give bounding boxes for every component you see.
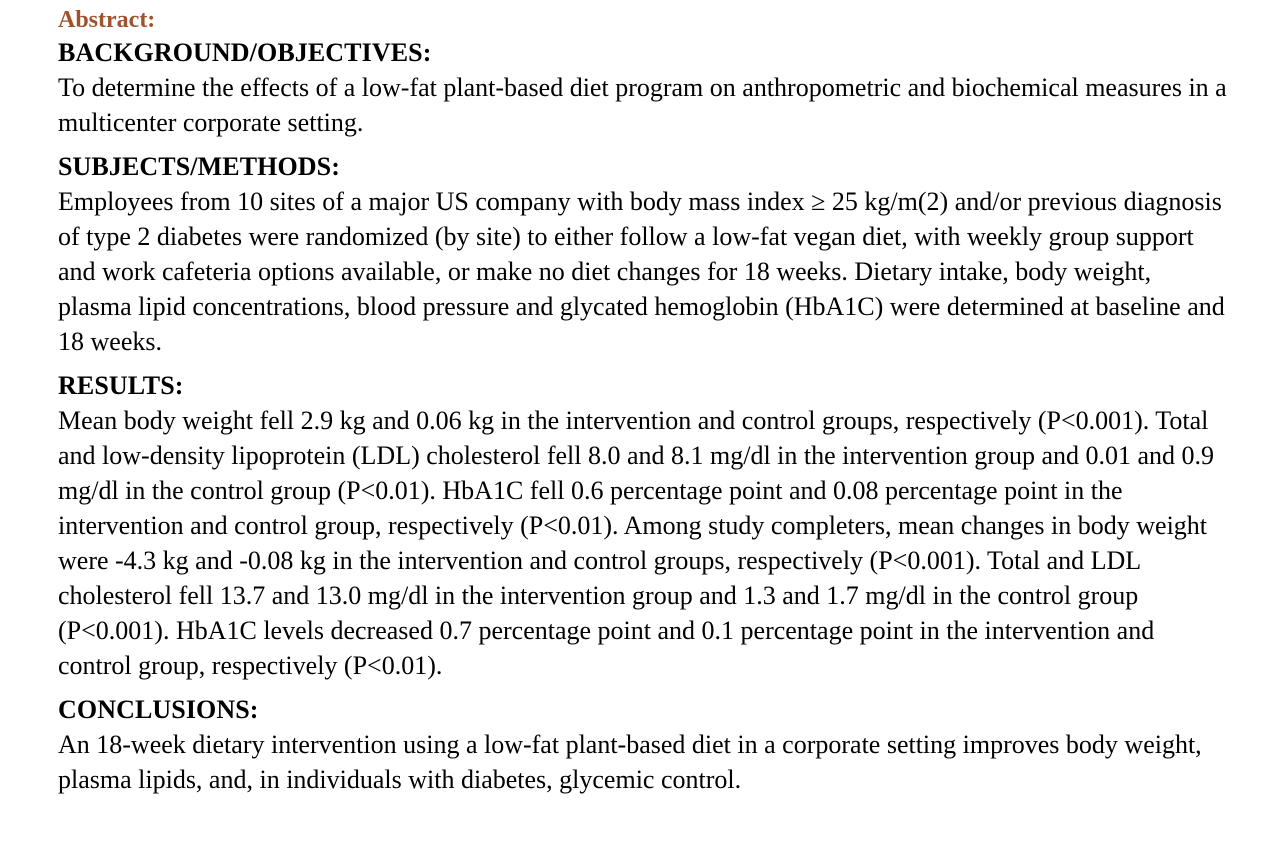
section-body: An 18-week dietary intervention using a low-fat plant-based diet in a corporate setting improves body weight, plasma lipids, and, in individuals with diabetes, glycemic control. <box>58 730 1202 794</box>
section-subjects-methods <box>58 150 1228 359</box>
section-body: Mean body weight fell 2.9 kg and 0.06 kg in the intervention and control groups, respectively (P<0.001). Total and low-density lipoprotein (LDL) cholesterol fell 8.0 and 8.1 mg/dl in the intervention group and 0.01 and 0.9 mg/dl in the control group (P<0.01). HbA1C fell 0.6 percentage point and 0.08 percentage point in the intervention and control group, respectively (P<0.01). Among study completers, mean changes in body weight were -4.3 kg and -0.08 kg in the intervention and control groups, respectively (P<0.001). Total and LDL cholesterol fell 13.7 and 13.0 mg/dl in the intervention group and 1.3 and 1.7 mg/dl in the control group (P<0.001). HbA1C levels decreased 0.7 percentage point and 0.1 percentage point in the intervention and control group, respectively (P<0.01). <box>58 406 1215 680</box>
section-title: BACKGROUND/OBJECTIVES: <box>58 38 432 67</box>
abstract-heading: Abstract: <box>58 7 156 33</box>
section-background-objectives <box>58 36 1228 140</box>
section-title: SUBJECTS/METHODS: <box>58 152 340 181</box>
section-results <box>58 369 1228 683</box>
section-body: Employees from 10 sites of a major US company with body mass index ≥ 25 kg/m(2) and/or previous diagnosis of type 2 diabetes were randomized (by site) to either follow a low-fat vegan diet, with weekly group support and work cafeteria options available, or make no diet changes for 18 weeks. Dietary intake, body weight, plasma lipid concentrations, blood pressure and glycated hemoglobin (HbA1C) were determined at baseline and 18 weeks. <box>58 187 1225 356</box>
section-title: CONCLUSIONS: <box>58 695 259 724</box>
section-conclusions <box>58 693 1228 797</box>
section-body: To determine the effects of a low-fat plant-based diet program on anthropometric and biochemical measures in a multicenter corporate setting. <box>58 73 1227 137</box>
section-title: RESULTS: <box>58 371 184 400</box>
